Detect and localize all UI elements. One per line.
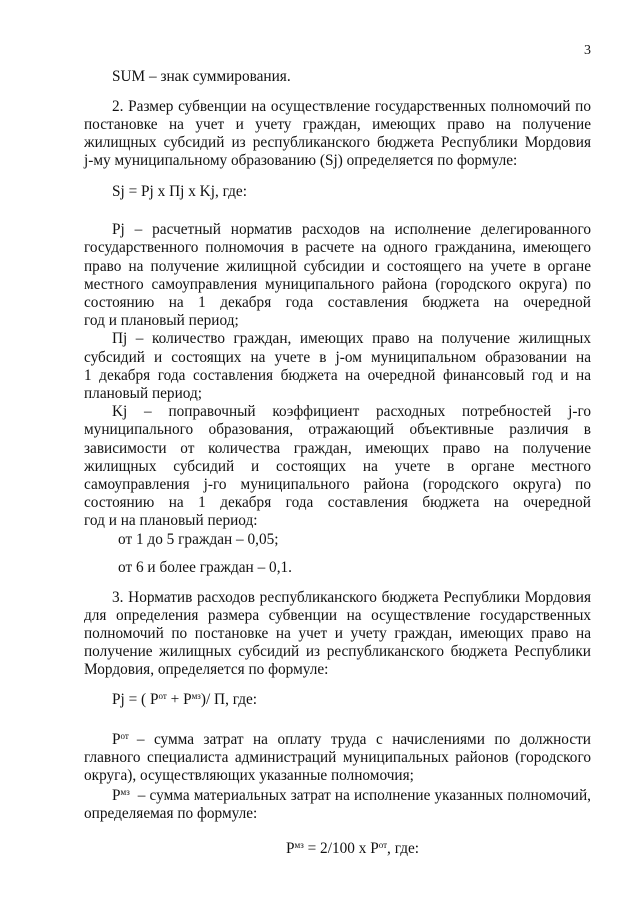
paragraph-3-line-5: Мордовия, определяется по формуле: [84,661,329,678]
pj-line-5: состоянию на 1 декабря года составления бюджета на очередной [84,294,591,311]
kj-line-1: Kj – поправочный коэффициент расходных потребностей j-го [112,403,591,420]
paragraph-2-line-4: j-му муниципальному образованию (Sj) определяется по формуле: [84,152,518,169]
pij-line-2: субсидий и состоящих на учете в j-ом муниципальном образовании на [84,349,591,366]
kj-line-2: муниципального образования, отражающий объективные различия в [84,421,591,438]
formula-pmz: $P^{мз} = 2/100$ x $P^{от}$, где: [286,840,420,857]
pij-line-3: 1 декабря года составления бюджета на очередной финансовый год и на [84,367,591,384]
rmz-line-2: определяемая по формуле: [84,805,258,822]
pj-line-2: государственного полномочия в расчете на одного гражданина, имеющего [84,239,591,256]
kj-line-3: зависимости от количества граждан, имеющих право на получение [84,440,591,457]
rmz-line-1: $P^{мз}$ – сумма материальных затрат на исполнение указанных полномочий, [112,787,591,804]
paragraph-3-line-2: для определения размера субвенции на осуществление государственных [84,607,591,624]
kj-line-7: год и на плановый период: [84,512,258,529]
formula-sj: Sj = Pj x Пj x Kj, где: [112,183,247,200]
kj-line-6: состоянию на 1 декабря года составления бюджета на очередной [84,494,591,511]
page-number: 3 [584,43,591,58]
sum-definition: SUM – знак суммирования. [112,68,291,85]
formula-pj: Pj = ( $P^{от} + P^{мз})/$ П, где: [112,691,258,708]
paragraph-2-line-2: постановке на учет и учету граждан, имеющих право на получение [84,116,591,133]
pj-line-4: местного самоуправления муниципального района (городского округа) по [84,276,591,293]
rot-line-3: округа), осуществляющих указанные полномочия; [84,767,414,784]
paragraph-3-line-1: 3. Норматив расходов республиканского бюджета Республики Мордовия [112,589,591,606]
pj-line-3: право на получение жилищной субсидии и состоящего на учете в органе [84,258,591,275]
kj-line-5: самоуправления j-го муниципального района (городского округа) по [84,476,591,493]
pij-line-1: Пj – количество граждан, имеющих право на получение жилищных [112,330,591,347]
rot-line-2: главного специалиста администраций муниципальных районов (городского [84,749,591,766]
pij-line-4: плановый период; [84,385,203,402]
rot-line-1: $P^{от}$ – сумма затрат на оплату труда с начислениями по должности [112,731,591,748]
paragraph-2-line-3: жилищных субсидий из республиканского бюджета Республики Мордовия [84,134,591,151]
pj-line-6: год и плановый период; [84,312,239,329]
coefficient-range-1: от 1 до 5 граждан – 0,05; [118,531,279,548]
paragraph-2-line-1: 2. Размер субвенции на осуществление государственных полномочий по [112,98,591,115]
kj-line-4: жилищных субсидий и состоящих на учете в органе местного [84,458,591,475]
paragraph-3-line-4: получение жилищных субсидий из республиканского бюджета Республики [84,643,591,660]
paragraph-3-line-3: полномочий по постановке на учет и учету граждан, имеющих право на [84,625,591,642]
pj-line-1: Pj – расчетный норматив расходов на исполнение делегированного [112,221,591,238]
coefficient-range-2: от 6 и более граждан – 0,1. [118,559,292,576]
